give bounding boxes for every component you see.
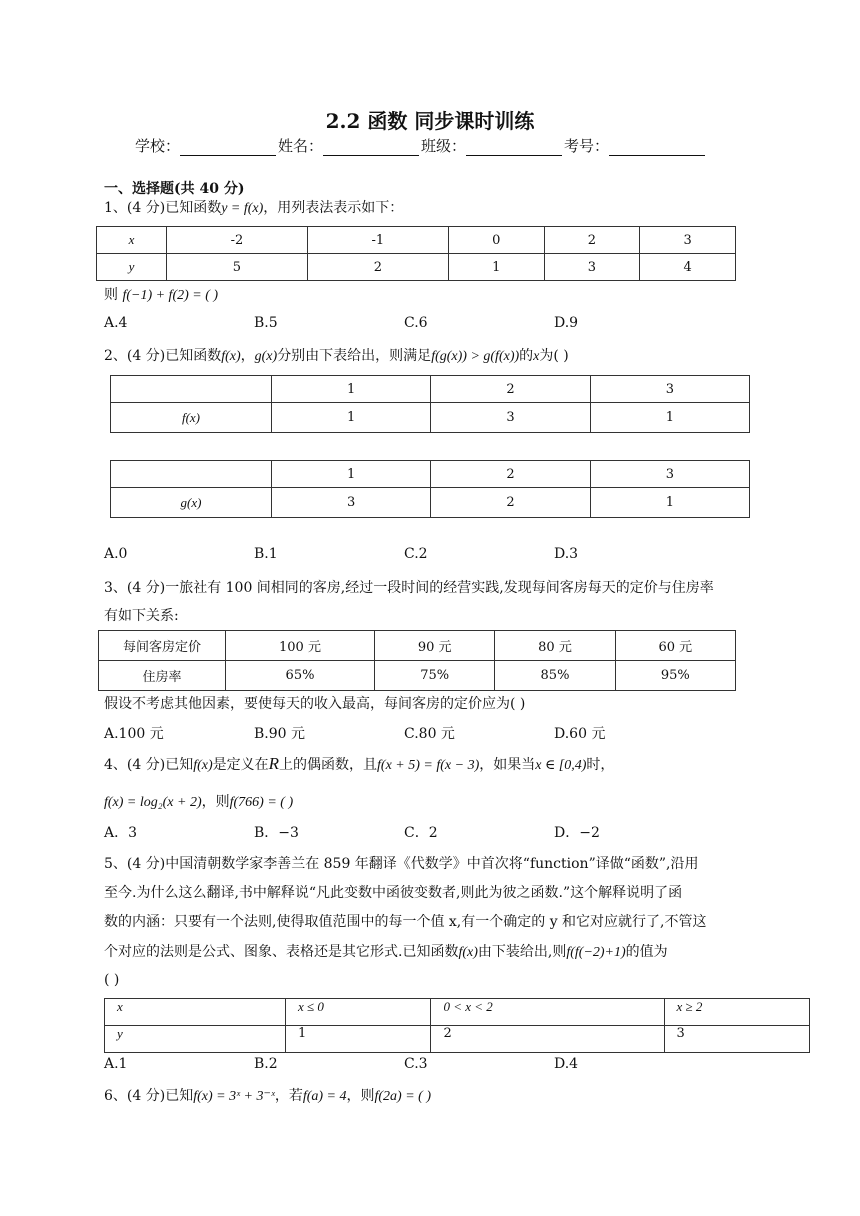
table-cell: 4 [640,254,736,281]
name-label: 姓名： [278,137,324,155]
q1-table [96,226,736,281]
q3-line1: 3、(4 分)一旅社有 100 间相同的客房,经过一段时间的经营实践,发现每间客房每天的定价与住房率 [104,580,714,596]
q1-follow: 则 f(−1) + f(2) = ( ) [104,287,219,303]
table-cell: f(x) [111,403,272,433]
table-cell: 0 < x < 2 [431,999,664,1026]
table-cell: 1 [272,403,431,433]
q4-option-d: D．−2 [554,825,600,841]
student-info-line [135,135,707,156]
table-cell: 3 [272,488,431,518]
q1-option-d: D.9 [554,315,579,331]
q3-line2: 有如下关系: [104,608,179,624]
table-cell: 60 元 [615,631,735,661]
table-cell: 住房率 [99,661,226,691]
table-cell: 3 [590,376,749,403]
table-cell: x [97,227,167,254]
table-cell: 1 [286,1026,431,1053]
table-cell: 每间客房定价 [99,631,226,661]
table-cell: 3 [640,227,736,254]
q5-option-b: B.2 [254,1056,278,1072]
table-cell: 5 [166,254,307,281]
school-blank [180,139,276,156]
q5-line4: 个对应的法则是公式、图象、表格还是其它形式.已知函数f(x)由下装给出,则f(f(−2)+1)的值为 [104,944,668,960]
q1-option-b: B.5 [254,315,278,331]
school-label: 学校： [135,137,181,155]
table-cell: 3 [664,1026,809,1053]
q5-line2: 至今.为什么这么翻译,书中解释说“凡此变数中函彼变数者,则此为彼之函数.”这个解释说明了函 [104,885,683,901]
q5-line3: 数的内涵：只要有一个法则,使得取值范围中的每一个值 x,有一个确定的 y 和它对应就行了,不管这 [104,914,707,930]
table-cell: 100 元 [226,631,375,661]
q2-table-f [110,375,750,433]
exam-no-blank [609,139,705,156]
q2-table-g [110,460,750,518]
table-cell: 1 [272,376,431,403]
q2-option-c: C.2 [404,546,428,562]
q6-stem: 6、(4 分)已知f(x) = 3ˣ + 3⁻ˣ，若f(a) = 4，则f(2a) = ( ) [104,1088,431,1104]
table-cell: 2 [544,227,640,254]
q2-stem: 2、(4 分)已知函数f(x)，g(x)分别由下表给出，则满足f(g(x)) > g(f(x))的x为( ) [104,348,569,364]
q5-option-d: D.4 [554,1056,579,1072]
table-cell: 80 元 [495,631,615,661]
page-title: 2.2 函数 同步课时训练 [325,109,535,133]
q4-option-c: C．2 [404,825,438,841]
q3-option-d: D.60 元 [554,726,606,742]
table-cell: 1 [590,488,749,518]
q4-stem-line1: 4、(4 分)已知f(x)是定义在R上的偶函数，且f(x + 5) = f(x − 3)，如果当x ∈ [0,4)时， [104,754,615,773]
table-cell: 2 [307,254,448,281]
table-cell: 1 [590,403,749,433]
table-cell: 3 [544,254,640,281]
table-cell: g(x) [111,488,272,518]
table-cell: 65% [226,661,375,691]
q5-option-a: A.1 [104,1056,128,1072]
q1-stem: 1、(4 分)已知函数y = f(x)，用列表法表示如下： [104,200,404,216]
table-cell: 90 元 [375,631,495,661]
q2-option-a: A.0 [104,546,128,562]
table-cell: 0 [448,227,544,254]
table-cell: 75% [375,661,495,691]
q4-option-a: A．3 [104,825,138,841]
q3-follow: 假设不考虑其他因素，要使每天的收入最高，每间客房的定价应为( ) [104,696,526,712]
table-cell: -1 [307,227,448,254]
q4-stem-line2: f(x) = log₂(x + 2)，则f(766) = ( ) [104,794,294,810]
q2-option-b: B.1 [254,546,278,562]
q5-line5: ( ) [104,972,120,988]
table-cell: 2 [431,376,590,403]
table-cell: x ≤ 0 [286,999,431,1026]
q4-option-b: B．−3 [254,825,299,841]
q5-option-c: C.3 [404,1056,428,1072]
table-cell: 1 [448,254,544,281]
q1-option-a: A.4 [104,315,128,331]
table-cell: 95% [615,661,735,691]
q1-option-c: C.6 [404,315,428,331]
q3-option-c: C.80 元 [404,726,455,742]
table-cell: x [105,999,286,1026]
table-cell: 2 [431,1026,664,1053]
table-cell: y [105,1026,286,1053]
q3-table [98,630,736,691]
table-cell: 3 [590,461,749,488]
table-cell: y [97,254,167,281]
table-cell: 2 [431,488,590,518]
q1-math: y = f(x) [221,201,264,216]
q3-option-b: B.90 元 [254,726,306,742]
q3-option-a: A.100 元 [104,726,164,742]
table-cell [111,376,272,403]
table-cell: 3 [431,403,590,433]
section-title: 一、选择题(共 40 分) [104,181,245,197]
class-label: 班级： [421,137,467,155]
table-cell: 2 [431,461,590,488]
exam-no-label: 考号： [564,137,610,155]
table-cell: 1 [272,461,431,488]
name-blank [323,139,419,156]
table-cell: -2 [166,227,307,254]
table-cell [111,461,272,488]
q5-table [104,998,810,1053]
q2-option-d: D.3 [554,546,579,562]
q5-line1: 5、(4 分)中国清朝数学家李善兰在 859 年翻译《代数学》中首次将“function”译做“函数”,沿用 [104,856,699,872]
table-cell: x ≥ 2 [664,999,809,1026]
table-cell: 85% [495,661,615,691]
class-blank [466,139,562,156]
